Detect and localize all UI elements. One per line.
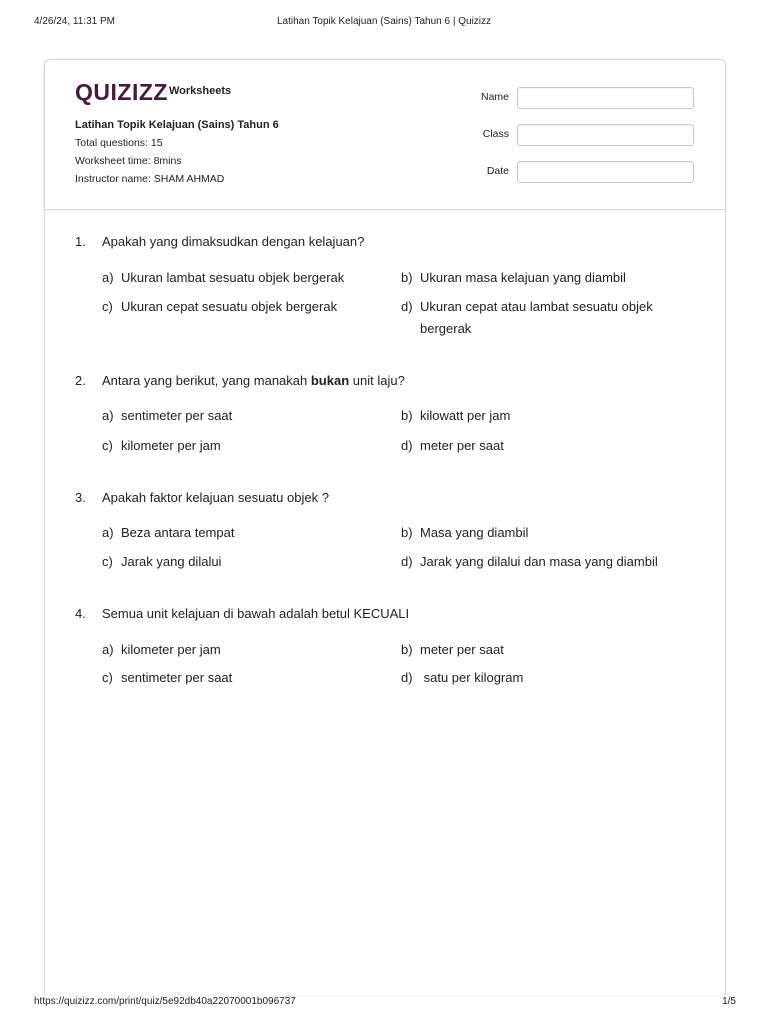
worksheet-header [45, 60, 725, 210]
option-d [401, 296, 671, 340]
option-a [102, 405, 372, 427]
print-header [0, 16, 768, 30]
option-c [102, 667, 372, 689]
worksheet-title: Latihan Topik Kelajuan (Sains) Tahun 6 [75, 119, 279, 131]
date-field[interactable] [517, 161, 694, 183]
worksheet-card [44, 59, 726, 995]
option-letter: c) [102, 554, 113, 569]
option-c [102, 551, 372, 573]
option-text: Ukuran masa kelajuan yang diambil [420, 270, 626, 285]
option-d [401, 551, 701, 573]
option-letter: a) [102, 525, 114, 540]
name-label: Name [480, 91, 509, 103]
question-number: 1. [75, 234, 86, 249]
option-letter: d) [401, 670, 413, 685]
option-text: Beza antara tempat [121, 525, 235, 540]
option-c [102, 296, 372, 318]
option-text: kilometer per jam [121, 642, 221, 657]
option-letter: d) [401, 554, 413, 569]
question-emphasis: bukan [310, 373, 350, 388]
question-number: 2. [75, 373, 86, 388]
quizizz-logo: QUIZIZZ [75, 79, 168, 105]
print-page-number: 1/5 [722, 996, 736, 1007]
print-page-title: Latihan Topik Kelajuan (Sains) Tahun 6 | Quizizz [276, 16, 492, 27]
option-letter: d) [401, 438, 413, 453]
question-number: 4. [75, 606, 86, 621]
option-text: Ukuran cepat atau lambat sesuatu objek bergerak [420, 299, 653, 336]
option-text: meter per saat [420, 642, 504, 657]
option-text: kilometer per jam [121, 438, 221, 453]
option-text: Ukuran cepat sesuatu objek bergerak [121, 299, 338, 314]
option-text: Jarak yang dilalui dan masa yang diambil [420, 554, 658, 569]
option-a [102, 267, 372, 289]
option-letter: c) [102, 299, 113, 314]
option-text: sentimeter per saat [121, 670, 233, 685]
option-letter: a) [102, 408, 114, 423]
option-c [102, 435, 372, 457]
class-label: Class [482, 128, 509, 140]
total-questions: Total questions: 15 [75, 137, 163, 149]
question-text [102, 373, 682, 388]
logo-subtitle: Worksheets [169, 85, 232, 97]
question-text: Apakah yang dimaksudkan dengan kelajuan? [102, 234, 365, 249]
option-text: Jarak yang dilalui [121, 554, 222, 569]
option-text: Masa yang diambil [420, 525, 529, 540]
option-letter: a) [102, 642, 114, 657]
option-text: meter per saat [420, 438, 504, 453]
option-b [401, 639, 671, 661]
question-text: Semua unit kelajuan di bawah adalah betul KECUALI [102, 606, 410, 621]
option-letter: d) [401, 299, 413, 314]
print-datetime: 4/26/24, 11:31 PM [34, 16, 115, 27]
option-text: kilowatt per jam [420, 408, 511, 423]
option-letter: b) [401, 525, 413, 540]
option-d [401, 667, 671, 689]
option-b [401, 405, 671, 427]
date-label: Date [486, 165, 509, 177]
option-letter: c) [102, 438, 113, 453]
question-text-part: Antara yang berikut, yang manakah [102, 373, 311, 388]
question-text-part: unit laju? [349, 373, 405, 388]
option-letter: b) [401, 642, 413, 657]
question-text: Apakah faktor kelajuan sesuatu objek ? [102, 490, 329, 505]
option-text: Ukuran lambat sesuatu objek bergerak [121, 270, 345, 285]
option-b [401, 522, 671, 544]
option-b [401, 267, 671, 289]
option-letter: b) [401, 408, 413, 423]
option-d [401, 435, 671, 457]
instructor-name: Instructor name: SHAM AHMAD [75, 173, 225, 185]
option-a [102, 522, 372, 544]
option-letter: c) [102, 670, 113, 685]
name-field[interactable] [517, 87, 694, 109]
option-letter: b) [401, 270, 413, 285]
option-a [102, 639, 372, 661]
worksheet-time: Worksheet time: 8mins [75, 155, 182, 167]
print-url: https://quizizz.com/print/quiz/5e92db40a22070001b096737 [34, 996, 296, 1007]
option-text: sentimeter per saat [121, 408, 233, 423]
option-text: satu per kilogram [420, 670, 524, 685]
class-field[interactable] [517, 124, 694, 146]
question-number: 3. [75, 490, 86, 505]
print-footer [0, 996, 768, 1010]
option-letter: a) [102, 270, 114, 285]
